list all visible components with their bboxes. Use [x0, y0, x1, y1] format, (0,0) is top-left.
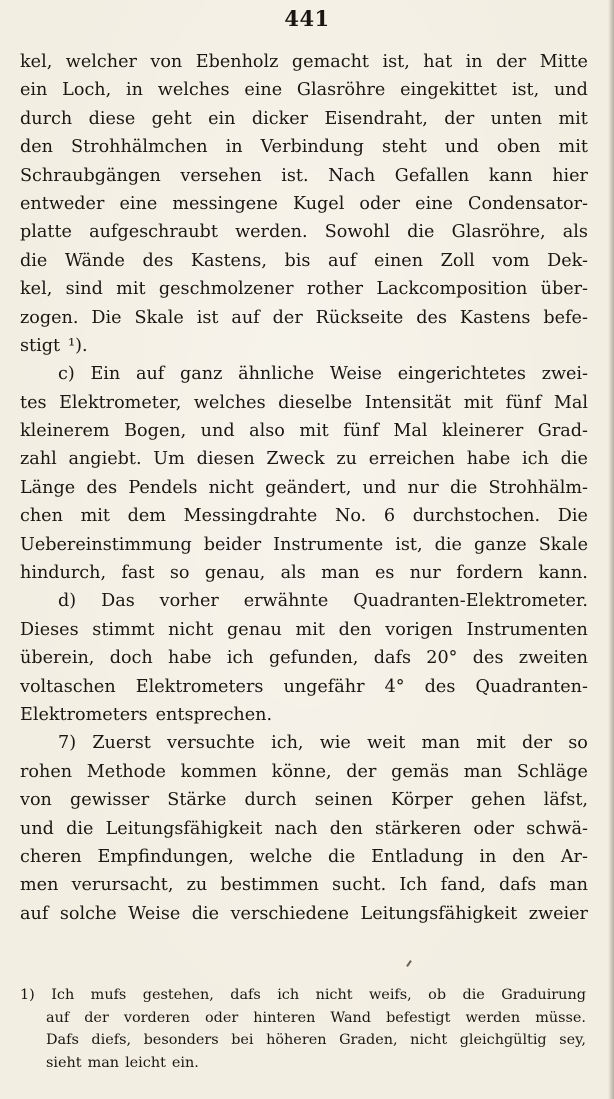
body-line: voltaschen Elektrometers ungefähr 4° des Quadranten-: [20, 676, 588, 697]
body-line: Schraubgängen versehen ist. Nach Gefallen kann hier: [20, 165, 588, 186]
footnotes: [20, 984, 586, 1074]
body-line: Länge des Pendels nicht geändert, und nur die Strohhälm-: [20, 477, 588, 498]
body-line: tes Elektrometer, welches dieselbe Intensität mit fünf Mal: [20, 392, 588, 413]
footnote-line: 1) Ich mufs gestehen, dafs ich nicht weifs, ob die Graduirung: [20, 987, 586, 1003]
body-line: überein, doch habe ich gefunden, dafs 20° des zweiten: [20, 648, 588, 669]
body-line: auf solche Weise die verschiedene Leitungsfähigkeit zweier: [20, 903, 588, 924]
body-line: platte aufgeschraubt werden. Sowohl die Glasröhre, als: [20, 222, 588, 243]
body-line: hindurch, fast so genau, als man es nur fordern kann.: [20, 563, 588, 584]
body-line: 7) Zuerst versuchte ich, wie weit man mit der so: [58, 733, 588, 754]
body-line: und die Leitungsfähigkeit nach den stärkeren oder schwä-: [20, 818, 588, 839]
body-line: von gewisser Stärke durch seinen Körper gehen läfst,: [20, 790, 588, 811]
body-line: kleinerem Bogen, und also mit fünf Mal kleinerer Grad-: [20, 421, 588, 442]
body-line: die Wände des Kastens, bis auf einen Zoll vom Dek-: [20, 250, 588, 271]
page-edge-shadow: [608, 0, 614, 1099]
body-line: c) Ein auf ganz ähnliche Weise eingerichtetes zwei-: [58, 364, 588, 385]
body-line: kel, sind mit geschmolzener rother Lackcomposition über-: [20, 279, 588, 300]
footnote-line: sieht man leicht ein.: [46, 1054, 199, 1071]
footnote-line: auf der vorderen oder hinteren Wand befestigt werden müsse.: [46, 1009, 586, 1026]
body-line: men verursacht, zu bestimmen sucht. Ich fand, dafs man: [20, 875, 588, 896]
body-line: durch diese geht ein dicker Eisendraht, der unten mit: [20, 108, 588, 129]
body-line: rohen Methode kommen könne, der gemäs man Schläge: [20, 761, 588, 782]
body-line: Elektrometers entsprechen.: [20, 704, 273, 725]
body-line: Dieses stimmt nicht genau mit den vorigen Instrumenten: [20, 619, 588, 640]
page-number: 441: [284, 6, 330, 31]
body-line: d) Das vorher erwähnte Quadranten-Elektrometer.: [58, 591, 588, 612]
body-line: stigt ¹).: [20, 335, 88, 356]
body-line: zahl angiebt. Um diesen Zweck zu erreichen habe ich die: [20, 449, 588, 470]
body-line: zogen. Die Skale ist auf der Rückseite des Kastens befe-: [20, 307, 588, 328]
body-line: kel, welcher von Ebenholz gemacht ist, hat in der Mitte: [20, 52, 588, 72]
paper-speck: [406, 960, 412, 967]
body-line: den Strohhälmchen in Verbindung steht und oben mit: [20, 137, 588, 158]
body-line: chen mit dem Messingdrahte No. 6 durchstochen. Die: [20, 506, 588, 527]
body-line: Uebereinstimmung beider Instrumente ist, die ganze Skale: [20, 534, 588, 555]
body-line: ein Loch, in welches eine Glasröhre eingekittet ist, und: [20, 80, 588, 101]
footnote-line: Dafs diefs, besonders bei höheren Graden, nicht gleichgültig sey,: [46, 1032, 586, 1048]
body-line: entweder eine messingene Kugel oder eine Condensator-: [20, 193, 588, 214]
body-line: cheren Empfindungen, welche die Entladung in den Ar-: [20, 846, 588, 867]
body-text: [20, 48, 588, 928]
